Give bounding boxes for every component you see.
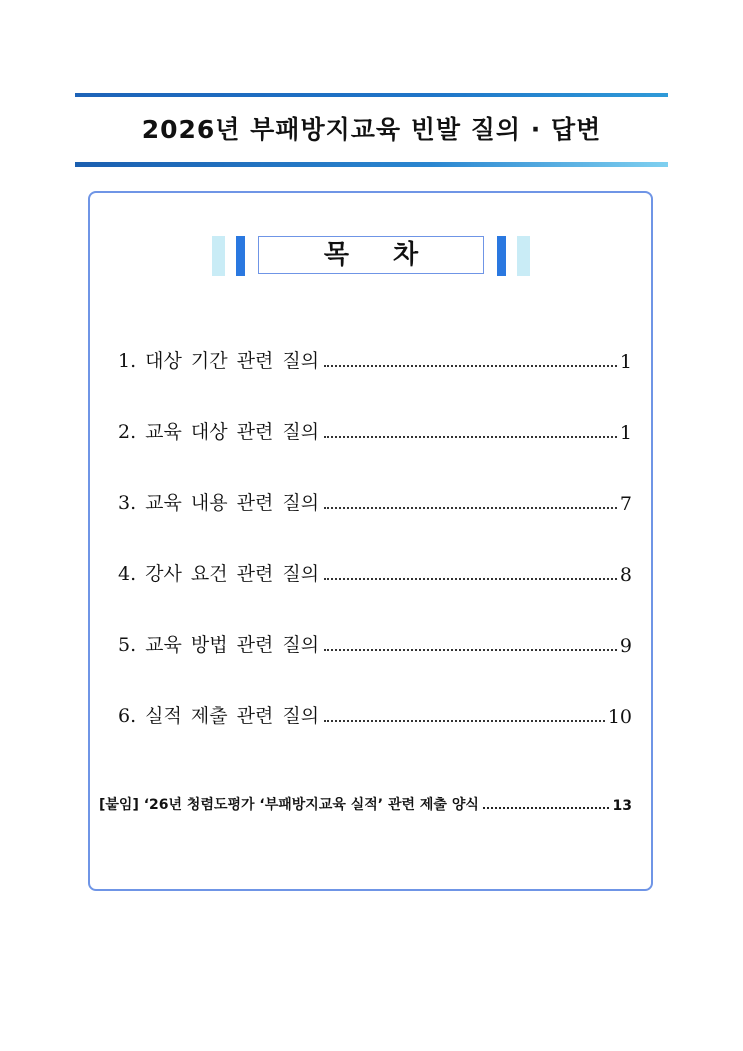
title-top-rule bbox=[75, 93, 668, 97]
title-bottom-rule bbox=[75, 162, 668, 167]
toc-heading-left-light-bar bbox=[212, 236, 225, 276]
toc-item-2[interactable] bbox=[118, 414, 632, 444]
toc-appendix-page: 13 bbox=[612, 798, 632, 814]
toc-item-3[interactable] bbox=[118, 485, 632, 515]
toc-item-page: 7 bbox=[619, 493, 632, 515]
toc-dot-leader bbox=[324, 578, 617, 580]
toc-heading-right-light-bar bbox=[517, 236, 530, 276]
toc-item-4[interactable] bbox=[118, 556, 632, 586]
toc-item-page: 10 bbox=[607, 706, 632, 728]
toc-item-5[interactable] bbox=[118, 627, 632, 657]
toc-dot-leader bbox=[324, 365, 617, 367]
toc-dot-leader bbox=[324, 720, 605, 722]
toc-dot-leader bbox=[483, 807, 609, 809]
toc-item-page: 1 bbox=[619, 351, 632, 373]
toc-appendix-item[interactable] bbox=[99, 790, 632, 814]
toc-heading-group bbox=[212, 236, 530, 276]
toc-item-page: 1 bbox=[619, 422, 632, 444]
toc-heading-left-dark-bar bbox=[236, 236, 245, 276]
toc-appendix-label: [붙임] ‘26년 청렴도평가 ‘부패방지교육 실적’ 관련 제출 양식 bbox=[99, 797, 479, 813]
toc-heading: 목차 bbox=[258, 236, 484, 274]
toc-item-label: 5. 교육 방법 관련 질의 bbox=[118, 634, 320, 656]
toc-item-page: 9 bbox=[619, 635, 632, 657]
toc-heading-right-dark-bar bbox=[497, 236, 506, 276]
toc-dot-leader bbox=[324, 649, 617, 651]
toc-item-page: 8 bbox=[619, 564, 632, 586]
toc-item-label: 4. 강사 요건 관련 질의 bbox=[118, 563, 320, 585]
toc-item-label: 6. 실적 제출 관련 질의 bbox=[118, 705, 320, 727]
toc-dot-leader bbox=[324, 507, 617, 509]
document-title: 2026년 부패방지교육 빈발 질의 · 답변 bbox=[141, 115, 602, 144]
toc-item-label: 3. 교육 내용 관련 질의 bbox=[118, 492, 320, 514]
toc-item-1[interactable] bbox=[118, 343, 632, 373]
toc-frame bbox=[88, 191, 653, 891]
toc-item-label: 2. 교육 대상 관련 질의 bbox=[118, 421, 320, 443]
toc-dot-leader bbox=[324, 436, 617, 438]
toc-item-6[interactable] bbox=[118, 698, 632, 728]
toc-item-label: 1. 대상 기간 관련 질의 bbox=[118, 350, 320, 372]
